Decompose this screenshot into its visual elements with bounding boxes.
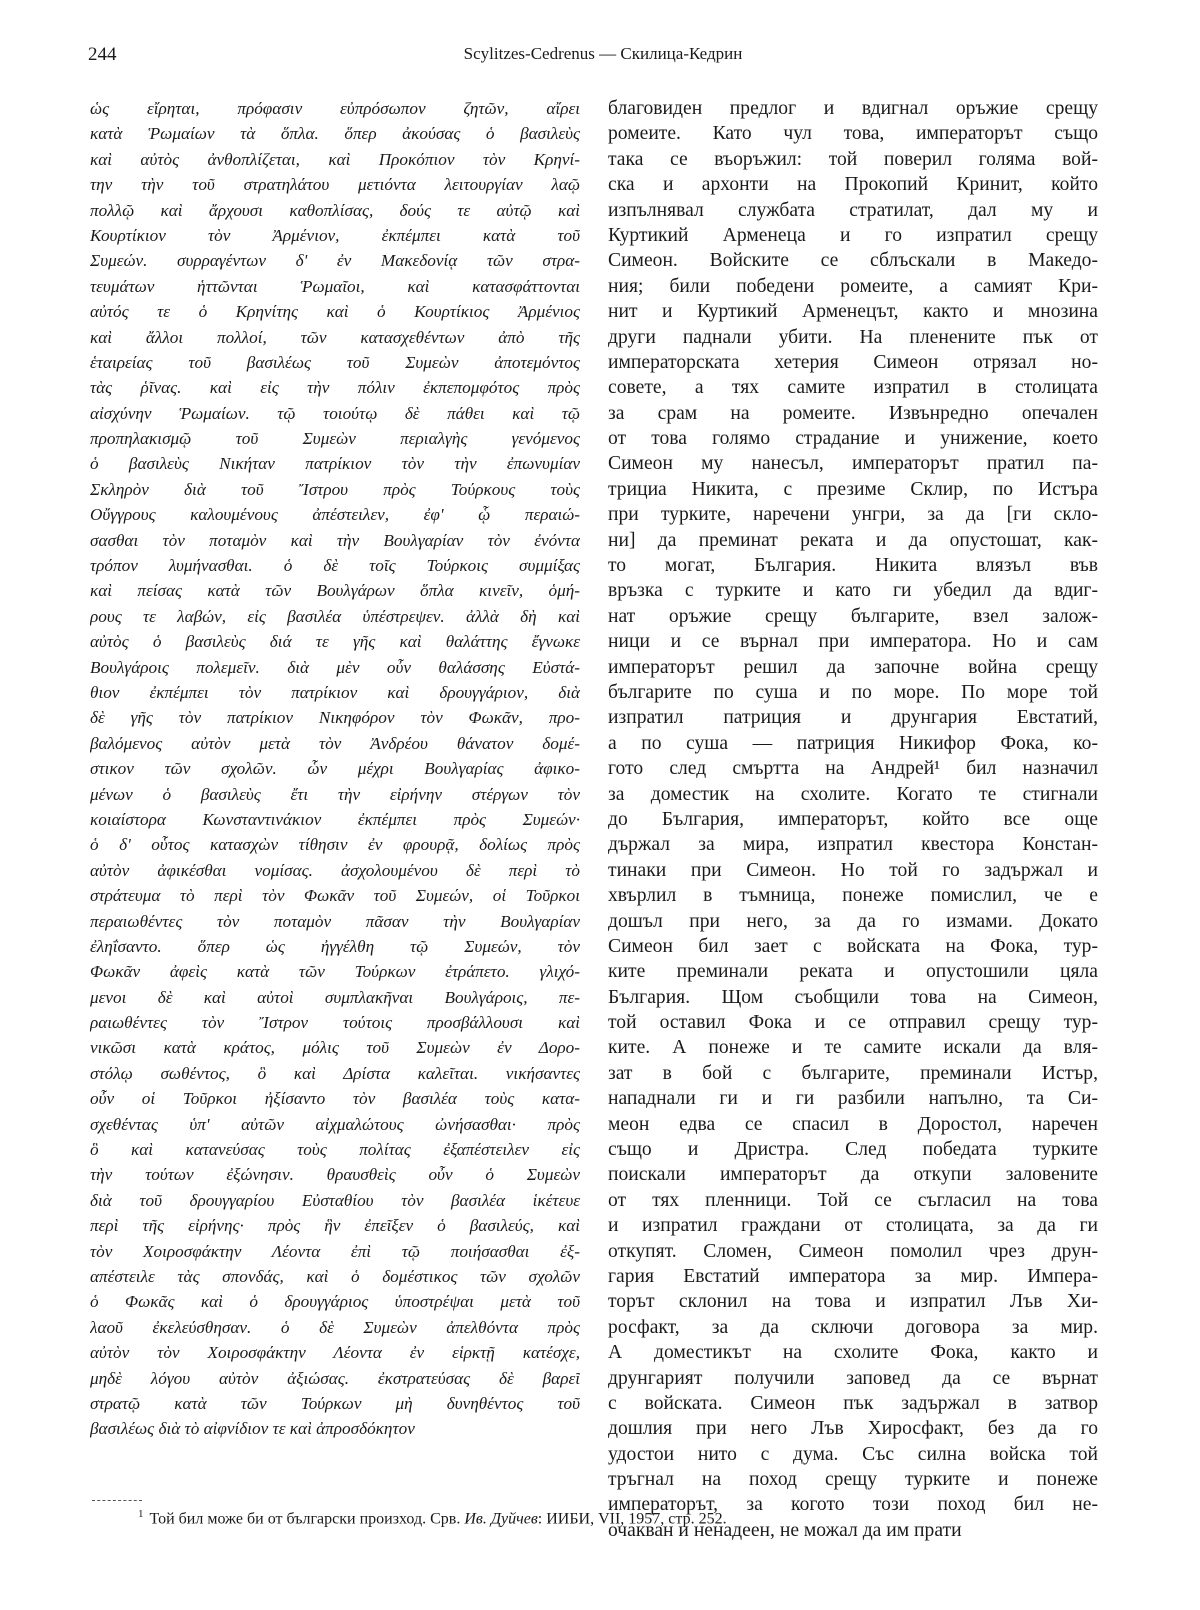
greek-text-line: περαιωθέντες τὸν ποταμὸν πᾶσαν τὴν Βουλγαρίαν <box>90 911 580 931</box>
bulgarian-text-line: ромеите. Като чул това, императорът също <box>608 123 1098 145</box>
bulgarian-text-line: откупят. Сломен, Симеон помолил чрез друн- <box>608 1240 1098 1262</box>
greek-text-line: Βουλγάροις πολεμεῖν. διὰ μὲν οὖν θαλάσσης Εὐστά- <box>90 657 580 677</box>
footnote-text-before: Той бил може би от български произход. Срв. <box>149 1510 461 1528</box>
bulgarian-text-line: А доместикът на схолите Фока, както и <box>608 1342 1098 1364</box>
bulgarian-text-line: то могат, България. Никита влязъл във <box>608 555 1098 577</box>
bulgarian-text-line: ници и се върнал при императора. Но и сам <box>608 631 1098 653</box>
bulgarian-text-line: поискали императорът да откупи заловените <box>608 1164 1098 1186</box>
greek-text-line: τὴν τούτων ἐξώνησιν. θραυσθεὶς οὖν ὁ Συμεὼν <box>90 1165 580 1185</box>
greek-text-line: ραιωθέντες τὸν Ἴστρον τούτοις προσβάλλουσι καὶ <box>90 1013 580 1033</box>
footnote <box>138 1508 1038 1528</box>
page-header <box>88 44 1118 78</box>
bulgarian-text-line: благовиден предлог и вдигнал оръжие срещу <box>608 98 1098 119</box>
bulgarian-text-line: дошлия при него Лъв Хиросфакт, без да го <box>608 1418 1098 1440</box>
greek-text-line: ὡς εἴρηται, πρόφασιν εὐπρόσωπον ζητῶν, αἴρει <box>90 99 580 118</box>
greek-text-line: κοιαίστορα Κωνσταντινάκιον ἐκπέμπει πρὸς Συμεών· <box>90 809 580 829</box>
bulgarian-text-line: хвърлил в тъмница, понеже помислил, че е <box>608 885 1098 907</box>
greek-text-line: μηδὲ λόγου αὐτὸν ἀξιώσας. ἐκστρατεύσας δὲ βαρεῖ <box>90 1368 580 1388</box>
greek-text-line: Συμεών. συρραγέντων δ' ἐν Μακεδονίᾳ τῶν στρα- <box>90 251 580 271</box>
greek-text-line: ρους τε λαβών, εἰς βασιλέα ὑπέστρεψεν. ἀλλὰ δὴ καὶ <box>90 606 580 626</box>
bulgarian-text-line: ките. А понеже и те самите искали да вля- <box>608 1037 1098 1059</box>
greek-text-line: αὐτὸς ὁ βασιλεὺς διά τε γῆς καὶ θαλάττης ἔγνωκε <box>90 632 580 652</box>
bulgarian-text-line: за срам на ромеите. Извънредно опечален <box>608 402 1098 424</box>
greek-text-line: καὶ αὐτὸς ἀνθοπλίζεται, καὶ Προκόπιον τὸν Κρηνί- <box>90 149 580 169</box>
greek-text-line: αὐτὸν ἀφικέσθαι νομίσας. ἀσχολουμένου δὲ περὶ τὸ <box>90 860 580 880</box>
footnote-author: Ив. Дуйчев <box>464 1510 538 1528</box>
bulgarian-text-line: зат в бой с българите, преминали Истър, <box>608 1062 1098 1084</box>
footnote-marker: 1 <box>138 1508 144 1520</box>
greek-text-line: στόλῳ σωθέντος, ὃ καὶ Δρίστα καλεῖται. νικήσαντες <box>90 1063 580 1083</box>
bulgarian-text-line: дошъл при него, за да го измами. Докато <box>608 910 1098 932</box>
greek-text-line: βασιλέως διὰ τὸ αἰφνίδιον τε καὶ ἀπροσδόκητον <box>90 1419 415 1439</box>
bulgarian-text-line: нападнали ги и ги разбили напълно, та Си- <box>608 1088 1098 1110</box>
bulgarian-translation-column <box>608 96 1098 1543</box>
bulgarian-text-line: ска и архонти на Прокопий Кринит, който <box>608 174 1098 196</box>
bulgarian-text-line: а по суша — патриция Никифор Фока, ко- <box>608 732 1098 754</box>
bulgarian-text-line: нит и Куртикий Арменецът, както и мнозина <box>608 301 1098 323</box>
bulgarian-text-line: императорската хетерия Симеон отрязал но- <box>608 351 1098 373</box>
bulgarian-text-line: друнгарият получили заповед да се върнат <box>608 1367 1098 1389</box>
bulgarian-text-line: изпълнявал службата стратилат, дал му и <box>608 199 1098 221</box>
bulgarian-text-line: тинаки при Симеон. Но той го задържал и <box>608 859 1098 881</box>
greek-text-line: οὖν οἱ Τοῦρκοι ἠξίσαντο τὸν βασιλέα τοὺς κατα- <box>90 1089 580 1109</box>
greek-text-line: ὁ Φωκᾶς καὶ ὁ δρουγγάριος ὑποστρέψαι μετὰ τοῦ <box>90 1292 580 1312</box>
bulgarian-text-line: държал за мира, изпратил квестора Констан- <box>608 834 1098 856</box>
greek-text-line: νικῶσι κατὰ κράτος, μόλις τοῦ Συμεὼν ἐν Δορο- <box>90 1038 580 1058</box>
greek-text-line: αὐτός τε ὁ Κρηνίτης καὶ ὁ Κουρτίκιος Ἀρμένιος <box>90 302 580 322</box>
greek-text-line: σασθαι τὸν ποταμὸν καὶ τὴν Βουλγαρίαν τὸν ἐνόντα <box>90 530 580 550</box>
greek-text-line: στράτευμα τὸ περὶ τὸν Φωκᾶν τοῦ Συμεών, οἱ Τοῦρκοι <box>90 886 580 906</box>
greek-text-line: Οὔγγρους καλουμένους ἀπέστειλεν, ἐφ' ᾧ περαιώ- <box>90 505 580 525</box>
bulgarian-text-line: при турките, наречени унгри, за да [ги скло- <box>608 504 1098 526</box>
greek-text-line: την τὴν τοῦ στρατηλάτου μετιόντα λειτουργίαν λαῷ <box>90 175 580 195</box>
bulgarian-text-line: той оставил Фока и се отправил срещу тур- <box>608 1012 1098 1034</box>
bulgarian-text-line: така се въоръжил: той поверил голяма вой- <box>608 148 1098 170</box>
bulgarian-text-line: България. Щом съобщили това на Симеон, <box>608 986 1098 1008</box>
bulgarian-text-line: гото след смъртта на Андрей¹ бил назначил <box>608 758 1098 780</box>
bulgarian-text-line: и изпратил граждани от столицата, за да ги <box>608 1215 1098 1237</box>
bulgarian-text-line: от това голямо страдание и унижение, което <box>608 428 1098 450</box>
bulgarian-text-line: ките преминали реката и опустошили цяла <box>608 961 1098 983</box>
bulgarian-text-line: също и Дристра. След победата турките <box>608 1139 1098 1161</box>
greek-text-line: αἰσχύνην Ῥωμαίων. τῷ τοιούτῳ δὲ πάθει καὶ τῷ <box>90 403 580 423</box>
greek-text-line: ὁ βασιλεὺς Νικήταν πατρίκιον τὸν τὴν ἐπωνυμίαν <box>90 454 580 474</box>
greek-text-line: βαλόμενος αὐτὸν μετὰ τὸν Ἀνδρέου θάνατον δομέ- <box>90 733 580 753</box>
bulgarian-text-line: Симеон му нанесъл, императорът пратил па- <box>608 453 1098 475</box>
bulgarian-text-line: торът склонил на това и изпратил Лъв Хи- <box>608 1291 1098 1313</box>
greek-text-line: τευμάτων ἡττῶνται Ῥωμαῖοι, καὶ κατασφάττονται <box>90 276 580 296</box>
running-title: Scylitzes-Cedrenus — Скилица-Кедрин <box>463 44 743 63</box>
bulgarian-text-line: изпратил патриция и друнгария Евстатий, <box>608 707 1098 729</box>
greek-text-line: ἐληΐσαντο. ὅπερ ὡς ἠγγέλθη τῷ Συμεών, τὸν <box>90 936 580 956</box>
greek-text-line: στρατῷ κατὰ τῶν Τούρκων μὴ δυνηθέντος τοῦ <box>90 1393 580 1413</box>
bulgarian-text-line: с войската. Симеон пък задържал в затвор <box>608 1392 1098 1414</box>
greek-text-line: τὸν Χοιροσφάκτην Λέοντα ἐπὶ τῷ ποιήσασθαι ἐξ- <box>90 1241 580 1261</box>
greek-text-line: μένων ὁ βασιλεὺς ἔτι τὴν εἰρήνην στέργων τὸν <box>90 784 580 804</box>
greek-text-line: αὐτὸν τὸν Χοιροσφάκτην Λέοντα ἐν εἱρκτῇ κατέσχε, <box>90 1343 580 1363</box>
bulgarian-text-line: императорът решил да започне война срещу <box>608 656 1098 678</box>
greek-text-line: ὁ δ' οὗτος κατασχὼν τίθησιν ἐν φρουρᾷ, δολίως πρὸς <box>90 835 580 855</box>
page-number: 244 <box>88 44 117 65</box>
bulgarian-text-line: българите по суша и по море. По море той <box>608 681 1098 703</box>
bulgarian-text-line: гария Евстатий императора за мир. Импера- <box>608 1265 1098 1287</box>
bulgarian-text-line: Куртикий Арменеца и го изпратил срещу <box>608 224 1098 246</box>
bulgarian-text-line: за доместик на схолите. Когато те стигнали <box>608 783 1098 805</box>
bulgarian-text-line: меон едва се спасил в Доростол, наречен <box>608 1113 1098 1135</box>
bulgarian-text-line: Симеон бил зает с войската на Фока, тур- <box>608 935 1098 957</box>
greek-text-line: σχεθέντας ὑπ' αὐτῶν αἰχμαλώτους ὠνήσασθαι· πρὸς <box>90 1114 580 1134</box>
greek-text-line: Κουρτίκιον τὸν Ἀρμένιον, ἐκπέμπει κατὰ τοῦ <box>90 225 580 245</box>
greek-text-line: καὶ πείσας κατὰ τῶν Βουλγάρων ὅπλα κινεῖν, ὁμή- <box>90 581 580 601</box>
greek-text-line: θιον ἐκπέμπει τὸν πατρίκιον καὶ δρουγγάριον, διὰ <box>90 682 580 702</box>
greek-text-line: περὶ τῆς εἰρήνης· πρὸς ἣν ἐπεῖξεν ὁ βασιλεύς, καὶ <box>90 1216 580 1236</box>
greek-text-line: στικον τῶν σχολῶν. ὧν μέχρι Βουλγαρίας ἀφικο- <box>90 759 580 779</box>
greek-text-line: ἑταιρείας τοῦ βασιλέως τοῦ Συμεὼν ἀποτεμόντος <box>90 352 580 372</box>
greek-text-line: τρόπον λυμήνασθαι. ὁ δὲ τοῖς Τούρκοις συμμίξας <box>90 556 580 576</box>
greek-text-line: διὰ τοῦ δρουγγαρίου Εὐσταθίου τὸν βασιλέα ἱκέτευε <box>90 1190 580 1210</box>
bulgarian-text-line: удостои нито с дума. Със силна войска той <box>608 1443 1098 1465</box>
bulgarian-text-line: очакван и ненадеен, не можал да им прати <box>608 1519 962 1541</box>
greek-text-line: καὶ ἄλλοι πολλοί, τῶν κατασχεθέντων ἀπὸ τῆς <box>90 327 580 347</box>
greek-text-line: Σκληρὸν διὰ τοῦ Ἴστρου πρὸς Τούρκους τοὺς <box>90 479 580 499</box>
greek-text-line: λαοῦ ἐκελεύσθησαν. ὁ δὲ Συμεὼν ἀπελθόντα πρὸς <box>90 1317 580 1337</box>
greek-text-line: απέστειλε τὰς σπονδάς, καὶ ὁ δομέστικος τῶν σχολῶν <box>90 1266 580 1286</box>
bulgarian-text-line: до България, императорът, който все още <box>608 808 1098 830</box>
greek-text-line: τὰς ῥῖνας. καὶ εἰς τὴν πόλιν ἐκπεπομφότος πρὸς <box>90 378 580 398</box>
bulgarian-text-line: ни] да преминат реката и да опустошат, как- <box>608 529 1098 551</box>
footnote-text-after: : ИИБИ, VII, 1957, стр. 252. <box>537 1510 727 1528</box>
greek-text-column <box>90 96 580 1442</box>
greek-text-line: Φωκᾶν ἀφεὶς κατὰ τῶν Τούρκων ἐτράπετο. γλιχό- <box>90 962 580 982</box>
bulgarian-text-line: тръгнал на поход срещу турките и понеже <box>608 1469 1098 1491</box>
footnote-rule <box>92 1500 142 1501</box>
bulgarian-text-line: императорът, за когото този поход бил не- <box>608 1494 1098 1516</box>
greek-text-line: πολλῷ καὶ ἄρχουσι καθοπλίσας, δούς τε αὐτῷ καὶ <box>90 200 580 220</box>
bulgarian-text-line: връзка с турките и като ги убедил да вдиг- <box>608 580 1098 602</box>
bulgarian-text-line: Симеон. Войските се сблъскали в Македо- <box>608 250 1098 272</box>
bulgarian-text-line: нат оръжие срещу българите, взел залож- <box>608 605 1098 627</box>
bulgarian-text-line: ния; били победени ромеите, а самият Кри- <box>608 275 1098 297</box>
bulgarian-text-line: росфакт, за да сключи договора за мир. <box>608 1316 1098 1338</box>
greek-text-line: ὃ καὶ κατανεύσας τοὺς πολίτας ἐξαπέστειλεν εἰς <box>90 1140 580 1160</box>
greek-text-line: κατὰ Ῥωμαίων τὰ ὅπλα. ὅπερ ἀκούσας ὁ βασιλεὺς <box>90 124 580 144</box>
bulgarian-text-line: трициа Никита, с презиме Склир, по Истъра <box>608 478 1098 500</box>
bulgarian-text-line: совете, а тях самите изпратил в столицата <box>608 377 1098 399</box>
greek-text-line: μενοι δὲ καὶ αὐτοὶ συμπλακῆναι Βουλγάροις, πε- <box>90 987 580 1007</box>
greek-text-line: προπηλακισμῷ τοῦ Συμεὼν περιαλγὴς γενόμενος <box>90 429 580 449</box>
bulgarian-text-line: от тях пленници. Той се съгласил на това <box>608 1189 1098 1211</box>
greek-text-line: δὲ γῆς τὸν πατρίκιον Νικηφόρον τὸν Φωκᾶν, προ- <box>90 708 580 728</box>
bulgarian-text-line: други паднали убити. На пленените пък от <box>608 326 1098 348</box>
